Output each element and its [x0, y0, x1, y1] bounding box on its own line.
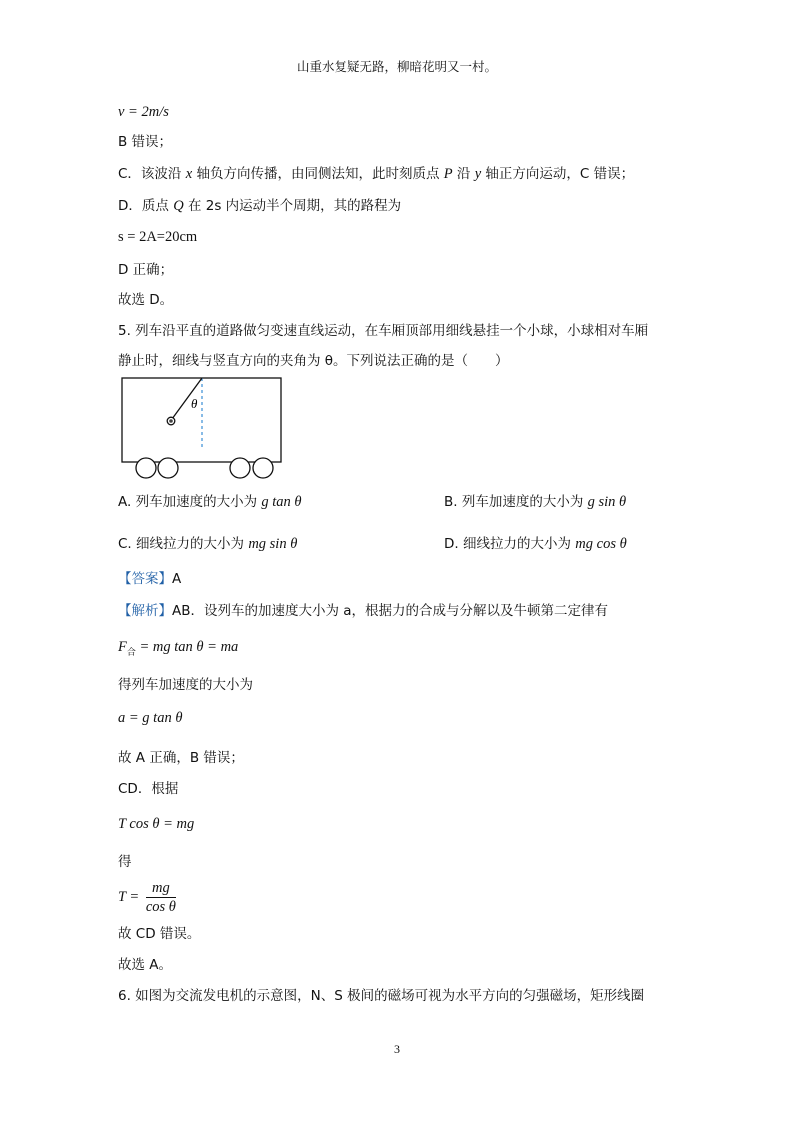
option-d-expression: mg cos θ	[575, 536, 627, 552]
answer-value: A	[172, 571, 182, 587]
analysis-line	[118, 602, 608, 620]
text-cd-according: CD．根据	[118, 781, 179, 797]
answer-line	[118, 570, 181, 588]
var-p: P	[443, 166, 453, 182]
eq-f-subscript: 合	[126, 647, 136, 658]
option-c	[118, 535, 297, 553]
equation-tension-balance: T cos θ = mg	[118, 816, 195, 832]
analysis-text: AB．设列车的加速度大小为 a，根据力的合成与分解以及牛顿第二定律有	[172, 603, 609, 619]
text-d-correct: D 正确；	[118, 262, 174, 278]
equation-net-force	[118, 638, 238, 662]
eq-tension-lhs: T =	[118, 888, 140, 905]
question-5-line2: 静止时，细线与竖直方向的夹角为 θ。下列说法正确的是（ ）	[118, 353, 509, 369]
fraction-numerator: mg	[146, 880, 176, 898]
text-option-c-analysis	[118, 165, 634, 183]
option-b-expression: g sin θ	[587, 494, 627, 510]
fraction	[146, 880, 176, 915]
option-c-expression: mg sin θ	[248, 536, 298, 552]
option-d	[444, 535, 627, 553]
equation-acceleration: a = g tan θ	[118, 710, 183, 726]
text-segment: 轴正方向运动，C 错误；	[481, 166, 635, 182]
wheel	[158, 458, 178, 478]
wheel	[253, 458, 273, 478]
text-b-wrong: B 错误；	[118, 134, 173, 150]
answer-tag: 【答案】	[118, 571, 172, 587]
text-a-correct: 故 A 正确，B 错误；	[118, 750, 244, 766]
equation-tension	[118, 880, 176, 915]
text-segment: 在 2s 内运动半个周期，其的路程为	[183, 198, 402, 214]
page-number: 3	[394, 1042, 400, 1056]
analysis-tag: 【解析】	[118, 603, 172, 619]
suspension-string	[172, 378, 202, 419]
angle-theta-label: θ	[191, 396, 198, 411]
option-b-label: B. 列车加速度的大小为	[444, 494, 588, 510]
ball-core	[169, 419, 173, 423]
wheel	[230, 458, 250, 478]
var-y: y	[474, 166, 482, 182]
text-cd-wrong: 故 CD 错误。	[118, 926, 201, 942]
text-choose-a: 故选 A。	[118, 957, 173, 973]
var-q: Q	[173, 198, 184, 214]
question-6-line1: 6. 如图为交流发电机的示意图，N、S 极间的磁场可视为水平方向的匀强磁场，矩形线圈	[118, 988, 645, 1004]
train-car-diagram	[118, 376, 288, 482]
option-a-label: A. 列车加速度的大小为	[118, 494, 262, 510]
option-c-label: C. 细线拉力的大小为	[118, 536, 249, 552]
option-d-label: D. 细线拉力的大小为	[444, 536, 576, 552]
option-b	[444, 493, 626, 511]
option-a	[118, 493, 302, 511]
text-choose-d: 故选 D。	[118, 292, 174, 308]
question-5-line1: 5. 列车沿平直的道路做匀变速直线运动，在车厢顶部用细线悬挂一个小球，小球相对车厢	[118, 323, 649, 339]
text-segment: D．质点	[118, 198, 174, 214]
page-header: 山重水复疑无路，柳暗花明又一村。	[296, 59, 497, 74]
eq-rest: = mg tan θ = ma	[135, 639, 239, 655]
text-get-acceleration: 得列车加速度的大小为	[118, 677, 253, 693]
equation-velocity: v = 2m/s	[118, 104, 169, 120]
var-x: x	[185, 166, 193, 182]
text-option-d-analysis	[118, 197, 401, 215]
text-segment: 沿	[452, 166, 475, 182]
wheel	[136, 458, 156, 478]
text-segment: C．该波沿	[118, 166, 186, 182]
option-a-expression: g tan θ	[261, 494, 302, 510]
equation-distance: s = 2A=20cm	[118, 229, 198, 245]
fraction-denominator: cos θ	[145, 899, 176, 915]
text-get: 得	[118, 854, 132, 870]
eq-f: F	[118, 639, 127, 655]
text-segment: 轴负方向传播，由同侧法知，此时刻质点	[192, 166, 444, 182]
